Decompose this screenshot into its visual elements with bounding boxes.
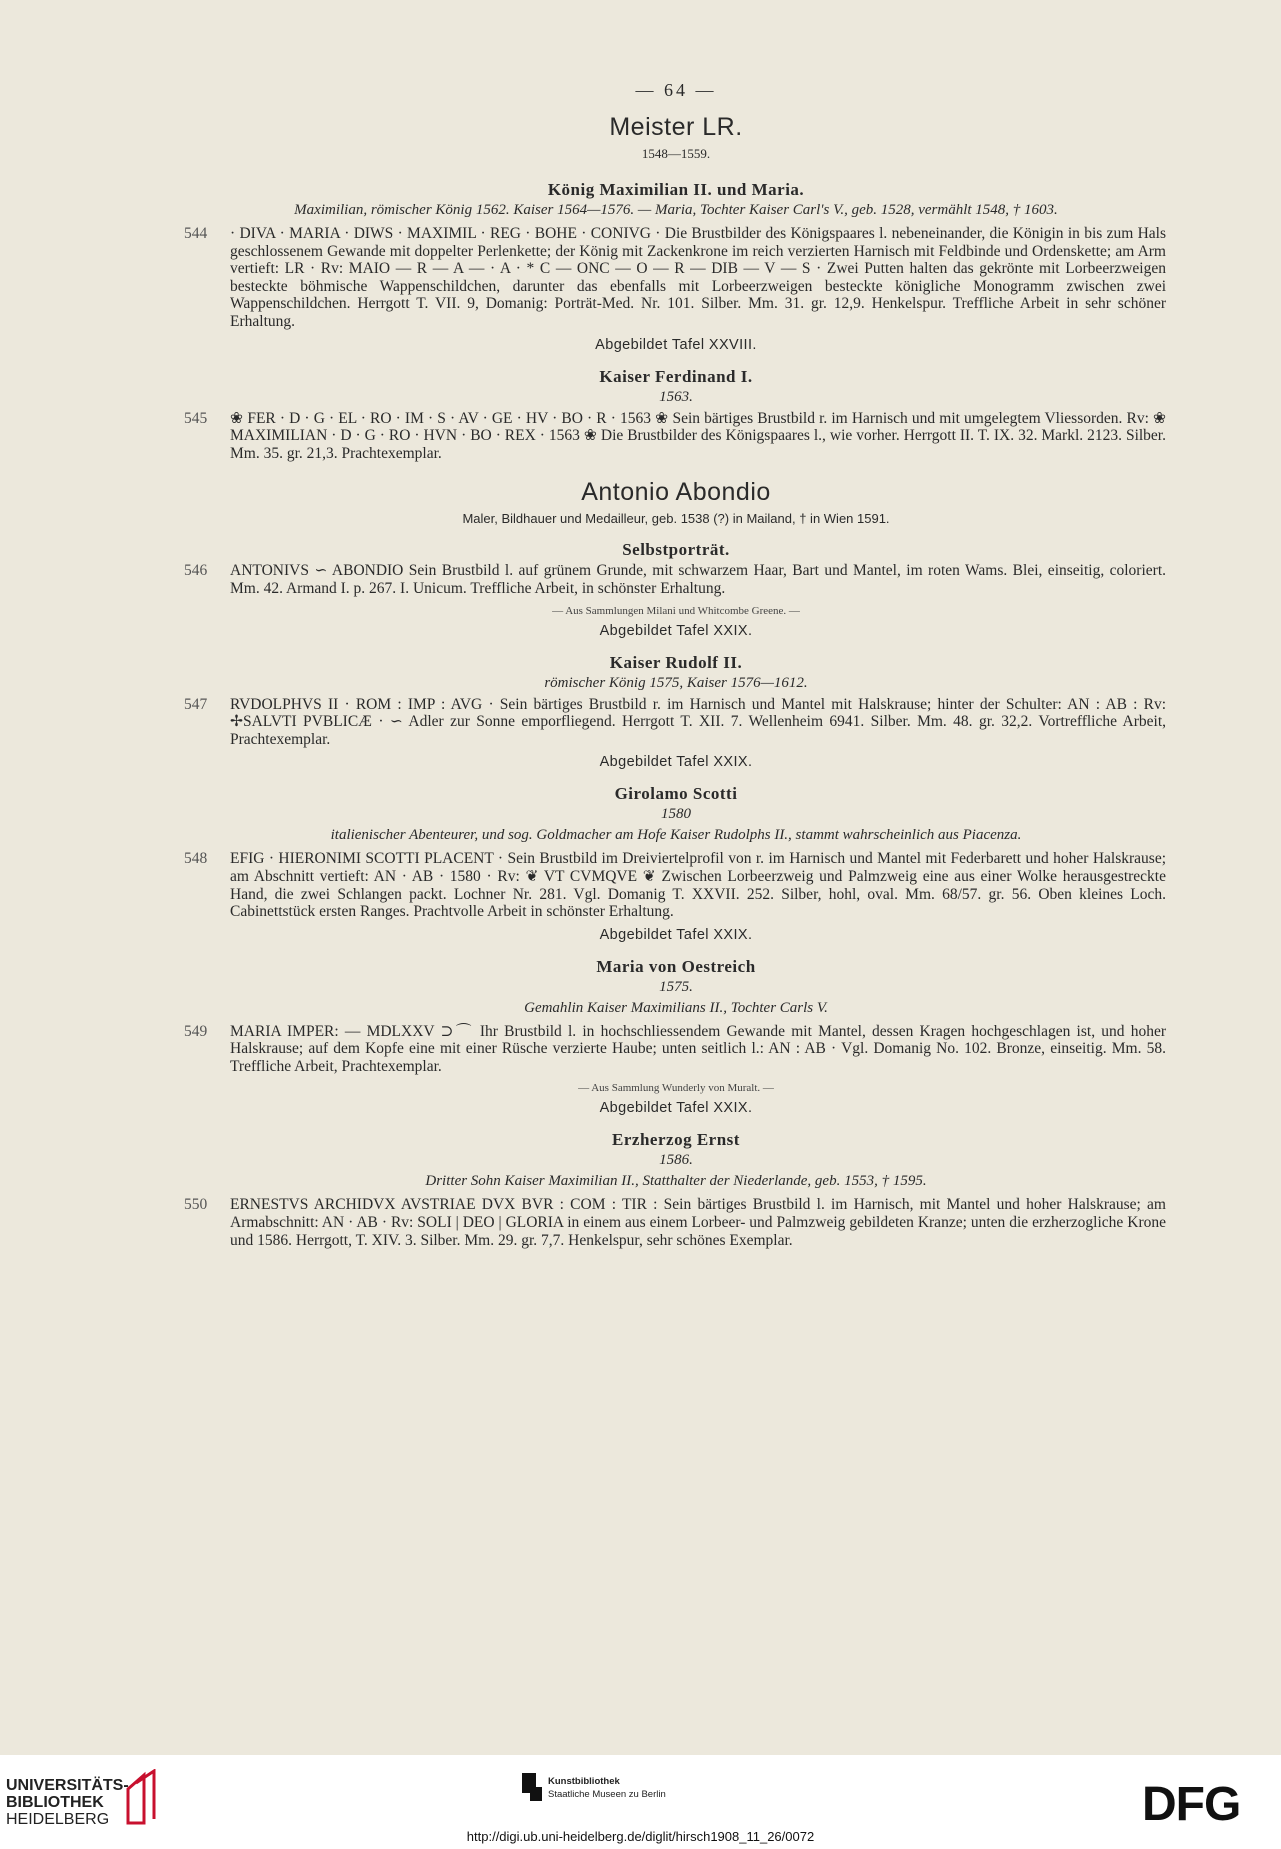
artist-dates: 1548—1559.: [641, 146, 711, 161]
plate-reference: Abgebildet Tafel XXIX.: [599, 754, 753, 771]
ub-line: HEIDELBERG: [6, 1811, 110, 1828]
subject-dates: römischer König 1575, Kaiser 1576—1612.: [544, 674, 808, 691]
plate-reference: Abgebildet Tafel XXIX.: [599, 926, 753, 943]
subject-dates: 1575.: [659, 978, 693, 995]
subject-dates: 1563.: [659, 388, 693, 405]
entry-text: EFIG · HIERONIMI SCOTTI PLACENT · Sein Brustbild im Dreiviertelprofil von r. im Harnisch und Mantel mit Federbarett und hoher Halskrause; am Abschnitt vertieft: AN · AB · 1580 · Rv: ❦ VT CVMQVE ❦ Zwischen Lorbeerzweig und Palmzweig eine aus einer Wolke herausgestreckte Hand, die zwei Schlangen packt. Lochner Nr. 281. Vgl. Domanig T. XXVII. 252. Silber, hohl, oval. Mm. 68/57. gr. 56. Oben kleines Loch. Cabinettstück ersten Ranges. Prachtvolle Arbeit in schönster Erhaltung.: [230, 850, 1166, 921]
entry-spacer: [186, 462, 1166, 472]
catalog-entry: [186, 1023, 1166, 1076]
subject-description: italienischer Abenteurer, und sog. Goldmacher am Hofe Kaiser Rudolphs II., stammt wahrscheinlich aus Piacenza.: [330, 827, 1022, 844]
entry-text: ❀ FER · D · G · EL · RO · IM · S · AV · GE · HV · BO · R · 1563 ❀ Sein bärtiges Brustbild r. im Harnisch und mit umgelegtem Vliessorden. Rv: ❀ MAXIMILIAN · D · G · RO · HVN · BO · REX · 1563 ❀ Die Brustbilder des Königspaares l., wie vorher. Herrgott II. T. IX. 32. Markl. 2123. Silber. Mm. 35. gr. 21,3. Prachtexemplar.: [230, 409, 1166, 462]
subject-description: Gemahlin Kaiser Maximilians II., Tochter Carls V.: [524, 999, 828, 1016]
page-content: [186, 80, 1166, 1259]
footer-bar: [0, 1755, 1281, 1849]
subject-heading: Girolamo Scotti: [614, 784, 738, 804]
entry-text: ANTONIVS ∽ ABONDIO Sein Brustbild l. auf grünem Grunde, mit schwarzem Haar, Bart und Mantel, im roten Wams. Blei, einseitig, coloriert. Mm. 42. Armand I. p. 267. I. Unicum. Treffliche Arbeit, in schönster Erhaltung.: [230, 562, 1166, 597]
artist-description: Maler, Bildhauer und Medailleur, geb. 1538 (?) in Mailand, † in Wien 1591.: [462, 511, 890, 527]
catalog-entry: [186, 225, 1166, 331]
kb-subtitle: Staatliche Museen zu Berlin: [548, 1789, 666, 1800]
entry-text: · DIVA · MARIA · DIWS · MAXIMIL · REG · BOHE · CONIVG · Die Brustbilder des Königspaares l. nebeneinander, die Königin in bis zum Hals geschlossenem Gewande mit doppelter Perlenkette; der König mit Zackenkrone im reich verzierten Harnisch mit Feldbinde und Ordenskette; am Arm vertieft: LR · Rv: MAIO — R — A — · A · * C — ONC — O — R — DIB — V — S · Zwei Putten halten das gekrönte mit Lorbeerzweigen besteckte böhmische Wappenschildchen, darunter das ebenfalls mit Lorbeerzweigen besteckte königliche Monogramm zwischen zwei Wappenschildchen. Herrgott T. VII. 9, Domanig: Porträt-Med. Nr. 101. Silber. Mm. 31. gr. 12,9. Henkelspur. Treffliche Arbeit in sehr schöner Erhaltung.: [230, 225, 1166, 330]
entry-number: 546: [184, 562, 208, 580]
entry-text: ERNESTVS ARCHIDVX AVSTRIAE DVX BVR : COM : TIR : Sein bärtiges Brustbild l. im Harnisch, mit Mantel und hoher Halskrause; am Armabschnitt: AN · AB · Rv: SOLI | DEO | GLORIA in einem aus einem Lorbeer- und Palmzweig gebildeten Kranze; unten die erzherzogliche Krone und 1586. Herrgott, T. XIV. 3. Silber. Mm. 29. gr. 7,7. Henkelspur, sehr schönes Exemplar.: [230, 1196, 1166, 1249]
entry-number: 545: [184, 409, 208, 427]
entry-spacer: [186, 1249, 1166, 1259]
entry-text: MARIA IMPER: — MDLXXV ⊃⌒ Ihr Brustbild l. in hochschliessendem Gewande mit Mantel, dessen Kragen hochgeschlagen ist, und hoher Halskrause; auf dem Kopfe eine mit einer Rüsche verzierte Haube; unten seitlich l.: AN : AB · Vgl. Domanig No. 102. Bronze, einseitig. Mm. 58. Treffliche Arbeit, Prachtexemplar.: [230, 1022, 1166, 1075]
subject-heading: Maria von Oestreich: [596, 956, 756, 976]
kb-title: Kunstbibliothek: [548, 1776, 620, 1787]
kunstbibliothek-label[interactable]: [548, 1775, 666, 1801]
subject-heading: König Maximilian II. und Maria.: [547, 180, 805, 199]
artist-heading: Antonio Abondio: [581, 478, 771, 507]
subject-description: Dritter Sohn Kaiser Maximilian II., Statthalter der Niederlande, geb. 1553, † 1595.: [425, 1173, 927, 1190]
ub-line: UNIVERSITÄTS-: [6, 1777, 129, 1794]
subject-heading: Kaiser Ferdinand I.: [599, 366, 753, 386]
ub-logo-icon: [124, 1769, 160, 1829]
provenance-note: — Aus Sammlungen Milani und Whitcombe Greene. —: [552, 604, 800, 617]
entry-number: 548: [184, 850, 208, 868]
subject-heading: Selbstporträt.: [622, 540, 730, 560]
subject-description: Maximilian, römischer König 1562. Kaiser 1564—1576. — Maria, Tochter Kaiser Carl's V., geb. 1528, vermählt 1548, † 1603.: [294, 202, 1058, 218]
catalog-entry: [186, 850, 1166, 920]
catalog-entry: [186, 562, 1166, 597]
catalog-entry: [186, 1196, 1166, 1249]
page-number: — 64 —: [635, 80, 717, 100]
entry-number: 547: [184, 695, 208, 713]
ub-line: BIBLIOTHEK: [6, 1794, 104, 1811]
subject-heading: Erzherzog Ernst: [612, 1130, 740, 1150]
entry-number: 550: [184, 1196, 208, 1214]
plate-reference: Abgebildet Tafel XXIX.: [599, 1100, 753, 1117]
catalog-entry: [186, 410, 1166, 463]
entry-number: 549: [184, 1022, 208, 1040]
entry-text: RVDOLPHVS II · ROM : IMP : AVG · Sein bärtiges Brustbild r. im Harnisch und Mantel mit Halskrause; hinter der Schulter: AN : AB : Rv: ✢SALVTI PVBLICÆ · ∽ Adler zur Sonne emporfliegend. Herrgott T. XII. 7. Wellenheim 6941. Silber. Mm. 48. gr. 32,2. Vortreffliche Arbeit, Prachtexemplar.: [230, 695, 1166, 748]
subject-heading: Kaiser Rudolf II.: [609, 652, 743, 672]
provenance-note: — Aus Sammlung Wunderly von Muralt. —: [578, 1082, 774, 1095]
artist-heading: Meister LR.: [609, 113, 743, 141]
entry-number: 544: [184, 225, 208, 242]
kb-logo-icon: [522, 1773, 542, 1801]
dfg-logo[interactable]: DFG: [1142, 1778, 1241, 1831]
subject-dates: 1586.: [659, 1152, 693, 1169]
catalog-entry: [186, 696, 1166, 749]
permalink-url[interactable]: http://digi.ub.uni-heidelberg.de/diglit/hirsch1908_11_26/0072: [466, 1829, 815, 1844]
plate-reference: Abgebildet Tafel XXVIII.: [595, 336, 757, 353]
ub-heidelberg-label[interactable]: [6, 1777, 129, 1828]
subject-dates: 1580: [661, 806, 691, 823]
plate-reference: Abgebildet Tafel XXIX.: [599, 622, 753, 639]
